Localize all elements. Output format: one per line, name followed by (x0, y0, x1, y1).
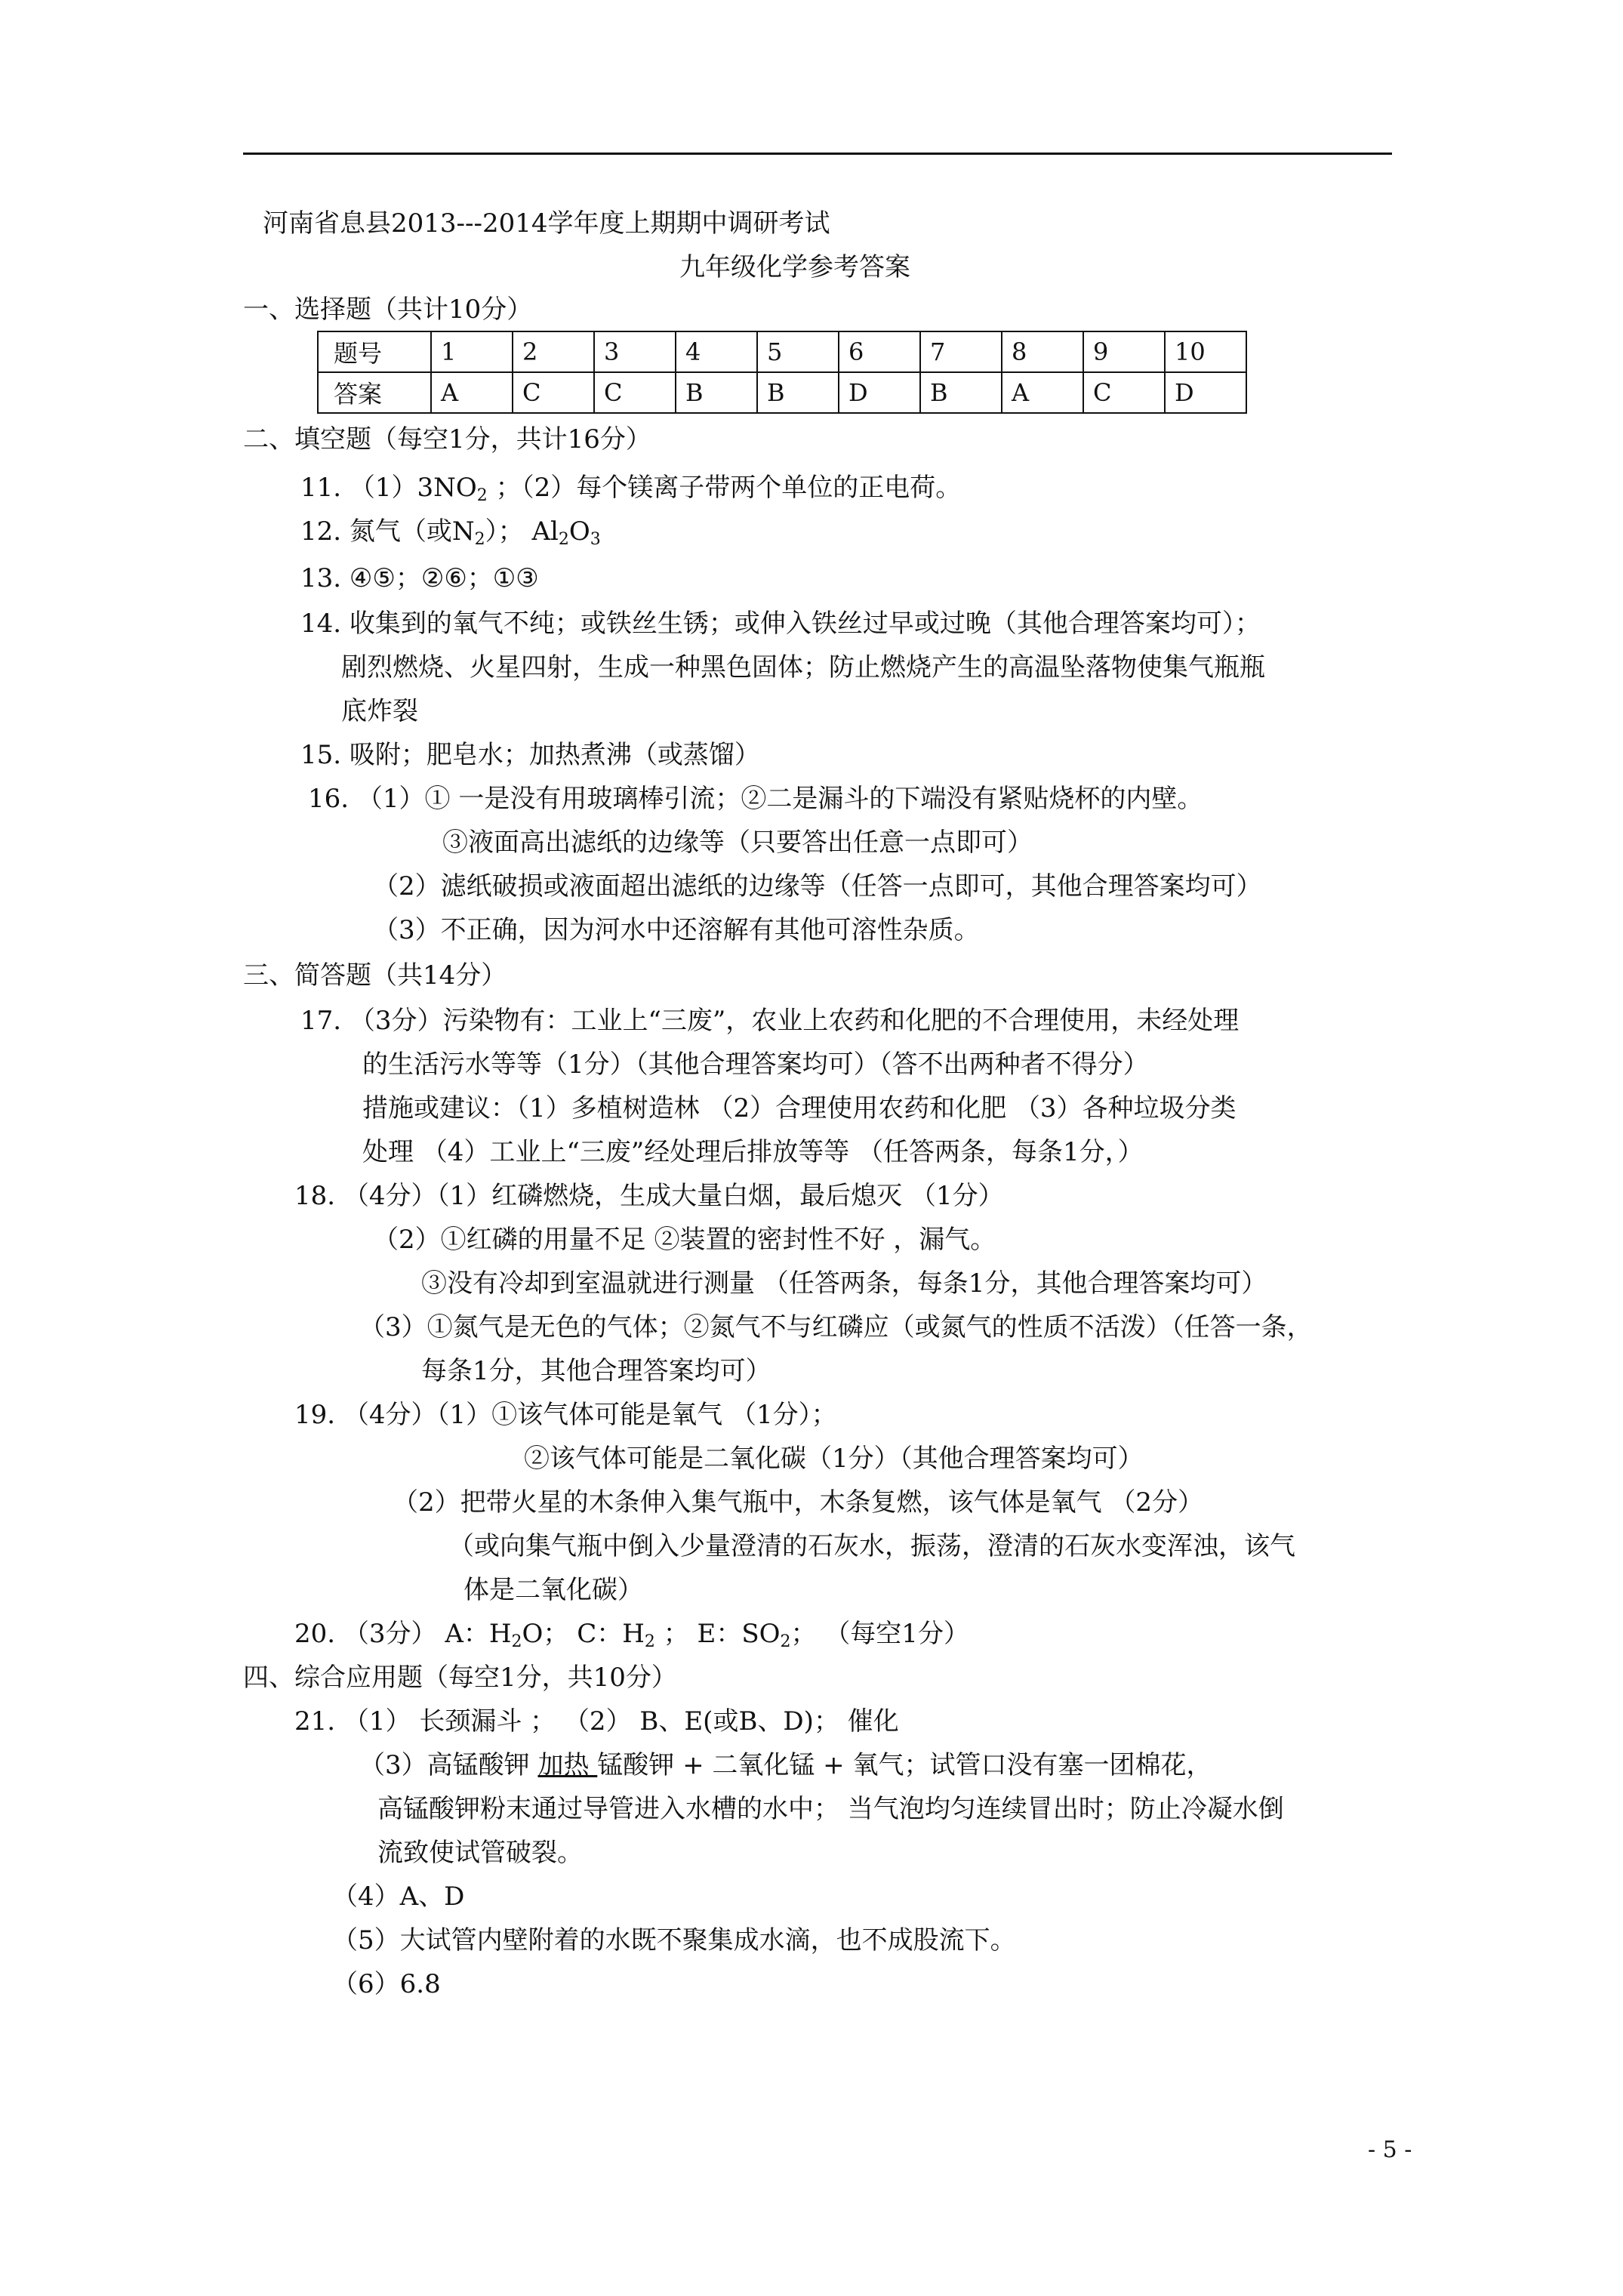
answer-text: O； C：H (522, 1619, 645, 1649)
answer-21-line1: 21. （1） 长颈漏斗 ； （2） B、E(或B、D)； 催化 (294, 1706, 899, 1737)
answer-18-line3: ③没有冷却到室温就进行测量 （任答两条，每条1分，其他合理答案均可） (421, 1268, 1267, 1299)
answer-21-line3: 高锰酸钾粉末通过导管进入水槽的水中； 当气泡均匀连续冒出时；防止冷凝水倒 (377, 1794, 1284, 1824)
answer-21-line2 (359, 1744, 1212, 1786)
answer-17-line3: 措施或建议：（1）多植树造林 （2）合理使用农药和化肥 （3）各种垃圾分类 (362, 1093, 1236, 1123)
answer-16-line2: ③液面高出滤纸的边缘等（只要答出任意一点即可） (442, 827, 1033, 858)
answer-18-line1: 18. （4分）（1）红磷燃烧，生成大量白烟，最后熄灭 （1分） (294, 1181, 1004, 1211)
answer-19-line3: （2）把带火星的木条伸入集气瓶中，木条复燃，该气体是氧气 （2分） (393, 1487, 1204, 1518)
table-cell: 4 (676, 331, 757, 372)
answer-19-line4: （或向集气瓶中倒入少量澄清的石灰水，振荡，澄清的石灰水变浑浊，该气 (448, 1531, 1295, 1561)
answer-19-line5: 体是二氧化碳） (463, 1575, 643, 1605)
answer-16-line4: （3）不正确，因为河水中还溶解有其他可溶性杂质。 (373, 915, 980, 945)
answer-text: 12. 氮气（或N (300, 516, 475, 547)
subscript: 2 (558, 530, 569, 549)
answer-21-line7: （6）6.8 (332, 1969, 441, 1999)
table-cell: B (676, 372, 757, 413)
section2-heading: 二、填空题（每空1分，共计16分） (243, 424, 651, 455)
table-cell: 7 (920, 331, 1002, 372)
answer-text: ；（2）每个镁离子带两个单位的正电荷。 (487, 473, 962, 503)
answer-17-line1: 17. （3分）污染物有：工业上“三废”，农业上农药和化肥的不合理使用，未经处理 (300, 1006, 1240, 1036)
subscript: 2 (474, 530, 485, 549)
answer-text: ； E：SO (654, 1619, 781, 1649)
document-title: 河南省息县2013---2014学年度上期期中调研考试 (263, 208, 830, 239)
answer-17-line2: 的生活污水等等（1分）（其他合理答案均可）（答不出两种者不得分） (362, 1049, 1149, 1080)
subscript: 2 (644, 1632, 655, 1651)
table-row-label: 题号 (318, 331, 431, 372)
top-rule (243, 153, 1392, 155)
answer-19-line2: ②该气体可能是二氧化碳（1分）（其他合理答案均可） (524, 1444, 1144, 1474)
table-cell: 9 (1083, 331, 1165, 372)
answer-text: 锰酸钾 + 二氧化锰 + 氧气；试管口没有塞一团棉花， (597, 1750, 1212, 1780)
section1-heading: 一、选择题（共计10分） (243, 294, 533, 325)
answer-text: （3）高锰酸钾 (359, 1750, 538, 1780)
subscript: 2 (511, 1632, 522, 1651)
answer-18-line2: （2）①红磷的用量不足 ②装置的密封性不好 ，漏气。 (373, 1225, 996, 1255)
answer-text: 11. （1）3NO (300, 473, 477, 503)
subscript: 3 (590, 530, 601, 549)
answer-17-line4: 处理 （4）工业上“三废”经处理后排放等等 （任答两条，每条1分，） (362, 1137, 1144, 1167)
answer-text: O (568, 516, 590, 547)
table-row (318, 331, 1246, 372)
answer-16-line3: （2）滤纸破损或液面超出滤纸的边缘等（任答一点即可，其他合理答案均可） (373, 871, 1262, 901)
table-row-label: 答案 (318, 372, 431, 413)
table-cell: 3 (594, 331, 676, 372)
table-cell: 5 (757, 331, 839, 372)
answer-20 (294, 1613, 969, 1655)
answer-15: 15. 吸附；肥皂水；加热煮沸（或蒸馏） (300, 740, 760, 770)
section3-heading: 三、简答题（共14分） (243, 960, 507, 991)
answer-21-line5: （4）A、D (332, 1881, 465, 1912)
subscript: 2 (476, 486, 488, 505)
answer-text: ）； Al (485, 516, 559, 547)
table-cell: 2 (513, 331, 594, 372)
section4-heading: 四、综合应用题（每空1分，共10分） (243, 1663, 677, 1693)
answer-21-line4: 流致使试管破裂。 (377, 1838, 583, 1868)
table-cell: C (1083, 372, 1165, 413)
answer-18-line4: （3）①氮气是无色的气体；②氮气不与红磷应（或氮气的性质不活泼）（任答一条， (359, 1312, 1313, 1342)
answer-21-line6: （5）大试管内壁附着的水既不聚集成水滴，也不成股流下。 (332, 1925, 1016, 1955)
answer-11 (300, 467, 961, 509)
answer-14-line1: 14. 收集到的氧气不纯；或铁丝生锈；或伸入铁丝过早或过晚（其他合理答案均可）； (300, 609, 1261, 639)
answer-12 (300, 510, 601, 553)
table-cell: C (513, 372, 594, 413)
table-cell: B (757, 372, 839, 413)
table-row (318, 372, 1246, 413)
answer-16-line1: 16. （1）① 一是没有用玻璃棒引流；②二是漏斗的下端没有紧贴烧杯的内壁。 (308, 784, 1203, 814)
answer-13: 13. ④⑤；②⑥；①③ (300, 563, 539, 593)
answer-text: ； （每空1分） (790, 1619, 969, 1649)
table-cell: D (839, 372, 920, 413)
table-cell: 10 (1165, 331, 1246, 372)
table-cell: A (1002, 372, 1083, 413)
answer-19-line1: 19. （4分）（1）①该气体可能是氧气 （1分）； (294, 1400, 837, 1430)
page-number: - 5 - (1368, 2137, 1412, 2163)
document-subtitle: 九年级化学参考答案 (679, 252, 910, 282)
table-cell: 1 (431, 331, 513, 372)
answer-table (317, 331, 1247, 414)
answer-14-line2: 剧烈燃烧、火星四射，生成一种黑色固体；防止燃烧产生的高温坠落物使集气瓶瓶 (341, 652, 1265, 683)
table-cell: 6 (839, 331, 920, 372)
table-cell: B (920, 372, 1002, 413)
table-cell: D (1165, 372, 1246, 413)
answer-text: 20. （3分） A：H (294, 1619, 512, 1649)
answer-18-line5: 每条1分，其他合理答案均可） (421, 1356, 771, 1386)
table-cell: 8 (1002, 331, 1083, 372)
answer-14-line3: 底炸裂 (341, 696, 418, 726)
subscript: 2 (780, 1632, 791, 1651)
reaction-condition: 加热 (537, 1750, 598, 1780)
table-cell: A (431, 372, 513, 413)
table-cell: C (594, 372, 676, 413)
